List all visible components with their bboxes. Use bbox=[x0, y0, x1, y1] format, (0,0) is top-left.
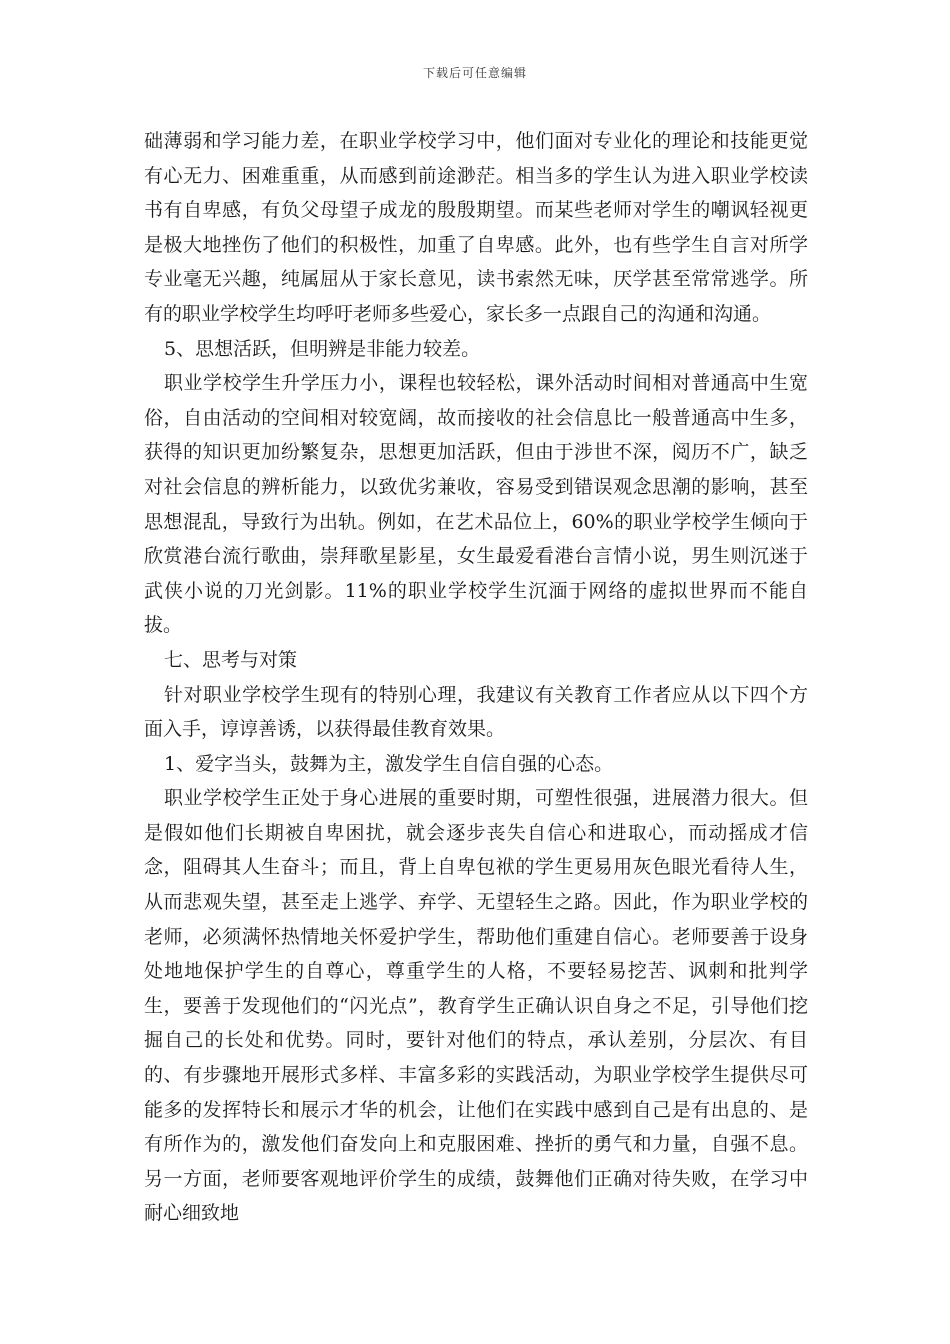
header-note: 下载后可任意编辑 bbox=[422, 66, 527, 80]
section-heading-7: 七、思考与对策 bbox=[164, 648, 298, 671]
paragraph-heading-5: 5、思想活跃，但明辨是非能力较差。 bbox=[164, 337, 481, 360]
document-body bbox=[144, 124, 808, 1231]
paragraph-heading-1: 1、爱字当头，鼓舞为主，激发学生自信自强的心态。 bbox=[164, 752, 614, 775]
paragraph-strategy-intro: 针对职业学校学生现有的特别心理，我建议有关教育工作者应从以下四个方面入手，谆谆善诱，以获得最佳教育效果。 bbox=[144, 683, 808, 741]
paragraph-continued: 础薄弱和学习能力差，在职业学校学习中，他们面对专业化的理论和技能更觉有心无力、困难重重，从而感到前途渺茫。相当多的学生认为进入职业学校读书有自卑感，有负父母望子成龙的殷殷期望。而某些老师对学生的嘲讽轻视更是极大地挫伤了他们的积极性，加重了自卑感。此外，也有些学生自言对所学专业毫无兴趣，纯属屈从于家长意见，读书索然无味，厌学甚至常常逃学。所有的职业学校学生均呼吁老师多些爱心，家长多一点跟自己的沟通和沟通。 bbox=[144, 130, 808, 325]
paragraph-self-confidence: 职业学校学生正处于身心进展的重要时期，可塑性很强，进展潜力很大。但是假如他们长期被自卑困扰，就会逐步丧失自信心和进取心，而动摇成才信念，阻碍其人生奋斗；而且，背上自卑包袱的学生更易用灰色眼光看待人生，从而悲观失望，甚至走上逃学、弃学、无望轻生之路。因此，作为职业学校的老师，必须满怀热情地关怀爱护学生，帮助他们重建自信心。老师要善于设身处地地保护学生的自尊心，尊重学生的人格，不要轻易挖苦、讽刺和批判学生，要善于发现他们的“闪光点”，教育学生正确认识自身之不足，引导他们挖掘自己的长处和优势。同时，要针对他们的特点，承认差别，分层次、有目的、有步骤地开展形式多样、丰富多彩的实践活动，为职业学校学生提供尽可能多的发挥特长和展示才华的机会，让他们在实践中感到自己是有出息的、是有所作为的，激发他们奋发向上和克服困难、挫折的勇气和力量，自强不息。另一方面，老师要客观地评价学生的成绩，鼓舞他们正确对待失败，在学习中耐心细致地 bbox=[144, 787, 808, 1225]
paragraph-thinking-active: 职业学校学生升学压力小，课程也较轻松，课外活动时间相对普通高中生宽俗，自由活动的空间相对较宽阔，故而接收的社会信息比一般普通高中生多，获得的知识更加纷繁复杂，思想更加活跃，但由于涉世不深，阅历不广，缺乏对社会信息的辨析能力，以致优劣兼收，容易受到错误观念思潮的影响，甚至思想混乱，导致行为出轨。例如，在艺术品位上，60%的职业学校学生倾向于欣赏港台流行歌曲，崇拜歌星影星，女生最爱看港台言情小说，男生则沉迷于武侠小说的刀光剑影。11%的职业学校学生沉湎于网络的虚拟世界而不能自拔。 bbox=[144, 372, 808, 637]
